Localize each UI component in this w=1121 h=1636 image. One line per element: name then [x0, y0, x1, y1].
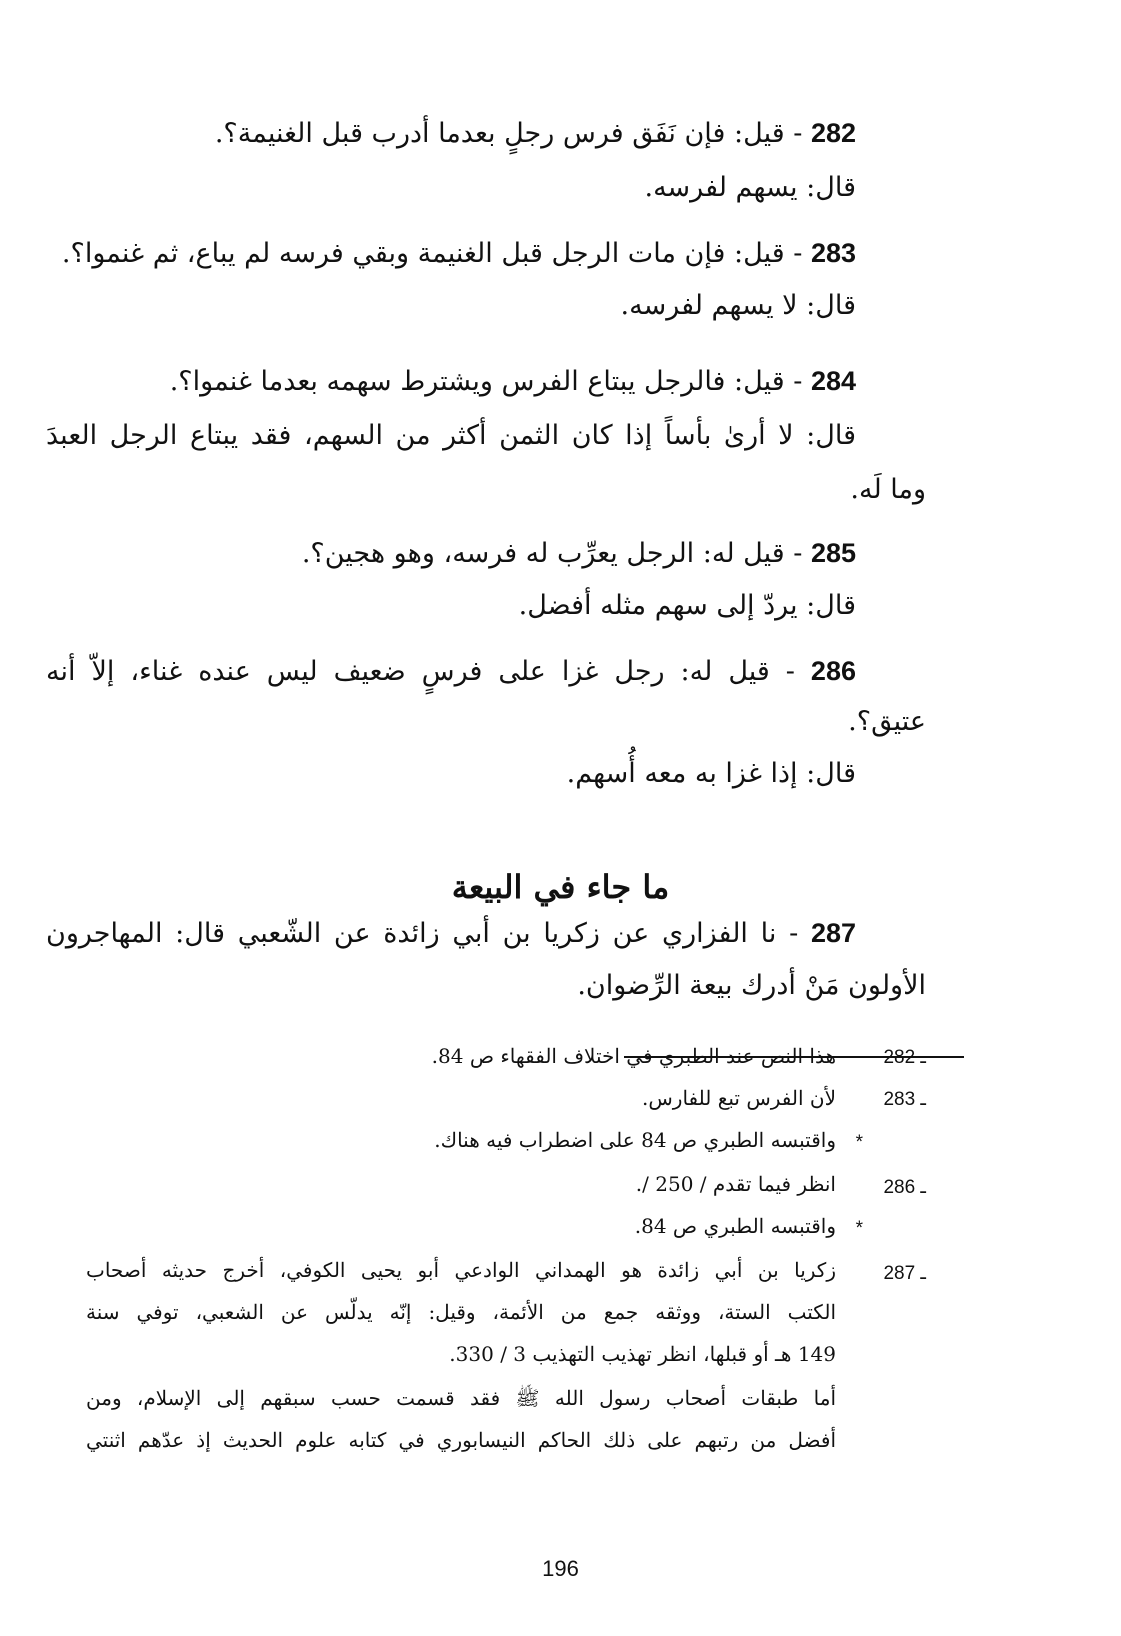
entry-number: 285 — [810, 538, 856, 568]
entry-286-question-cont: عتيق؟. — [848, 706, 926, 737]
question-text: - قيل: فالرجل يبتاع الفرس ويشترط سهمه بعدما غنموا؟. — [169, 366, 803, 397]
footnote-number: 286 ـ — [883, 1177, 926, 1198]
section-heading: ما جاء في البيعة — [451, 868, 670, 906]
footnote-text: أفضل من رتبهم على ذلك الحاكم النيسابوري في كتابه علوم الحديث إذ عدّهم اثنتي — [86, 1428, 836, 1452]
entry-282-answer: قال: يسهم لفرسه. — [644, 172, 856, 203]
question-text: - قيل: فإن نَفَق فرس رجلٍ بعدما أدرب قبل الغنيمة؟. — [214, 118, 803, 149]
entry-283-answer: قال: لا يسهم لفرسه. — [620, 290, 856, 321]
footnote-text: الكتب الستة، ووثقه جمع من الأئمة، وقيل: إنّه يدلّس عن الشعبي، توفي سنة — [86, 1300, 836, 1324]
footnote-text: واقتبسه الطبري ص 84 على اضطراب فيه هناك. — [434, 1128, 836, 1152]
entry-number: 287 — [810, 918, 856, 948]
entry-number: 282 — [810, 118, 856, 148]
footnote-text: أما طبقات أصحاب رسول الله ﷺ فقد قسمت حسب سبقهم إلى الإسلام، ومن — [86, 1386, 836, 1410]
question-text: - قيل له: الرجل يعرِّب له فرسه، وهو هجين؟. — [301, 538, 803, 569]
entry-number: 284 — [810, 366, 856, 396]
entry-283-question — [62, 238, 856, 269]
entry-287-text: - نا الفزاري عن زكريا بن أبي زائدة عن الشّعبي قال: المهاجرون — [46, 918, 799, 949]
entry-286-answer: قال: إذا غزا به معه أُسهم. — [566, 758, 856, 789]
entry-number: 286 — [810, 656, 856, 686]
footnote-number: 287 ـ — [883, 1263, 926, 1284]
footnote-text: زكريا بن أبي زائدة هو الهمداني الوادعي أبو يحيى الكوفي، أخرج حديثه أصحاب — [86, 1258, 836, 1282]
entry-282-question — [215, 118, 856, 149]
footnote-number: 282 ـ — [883, 1047, 926, 1068]
footnote-text: 149 هـ أو قبلها، انظر تهذيب التهذيب 3 / 330. — [449, 1342, 836, 1366]
entry-number: 283 — [810, 238, 856, 268]
entry-284-answer: قال: لا أرىٰ بأساً إذا كان الثمن أكثر من السهم، فقد يبتاع الرجل العبدَ — [46, 420, 856, 451]
entry-284-question — [170, 366, 856, 397]
entry-287-line2: الأولون مَنْ أدرك بيعة الرِّضوان. — [577, 970, 926, 1001]
footnote-marker: * — [855, 1132, 863, 1153]
footnote-text: انظر فيما تقدم / 250 /. — [635, 1172, 836, 1196]
footnote-marker: * — [855, 1218, 863, 1239]
entry-285-question — [302, 538, 856, 569]
page-number: 196 — [542, 1556, 579, 1581]
footnote-text: واقتبسه الطبري ص 84. — [634, 1214, 836, 1238]
question-text: - قيل له: رجل غزا على فرسٍ ضعيف ليس عنده غناء، إلاّ أنه — [46, 656, 795, 687]
entry-284-answer-cont: وما لَه. — [850, 474, 926, 505]
entry-286-question — [46, 656, 856, 687]
footnote-text: لأن الفرس تبع للفارس. — [642, 1086, 836, 1110]
footnote-text: هذا النص عند الطبري في اختلاف الفقهاء ص 84. — [431, 1044, 836, 1068]
entry-287-line1 — [46, 918, 856, 949]
entry-285-answer: قال: يردّ إلى سهم مثله أفضل. — [518, 590, 856, 621]
question-text: - قيل: فإن مات الرجل قبل الغنيمة وبقي فرسه لم يباع، ثم غنموا؟. — [61, 238, 803, 269]
footnote-number: 283 ـ — [883, 1089, 926, 1110]
